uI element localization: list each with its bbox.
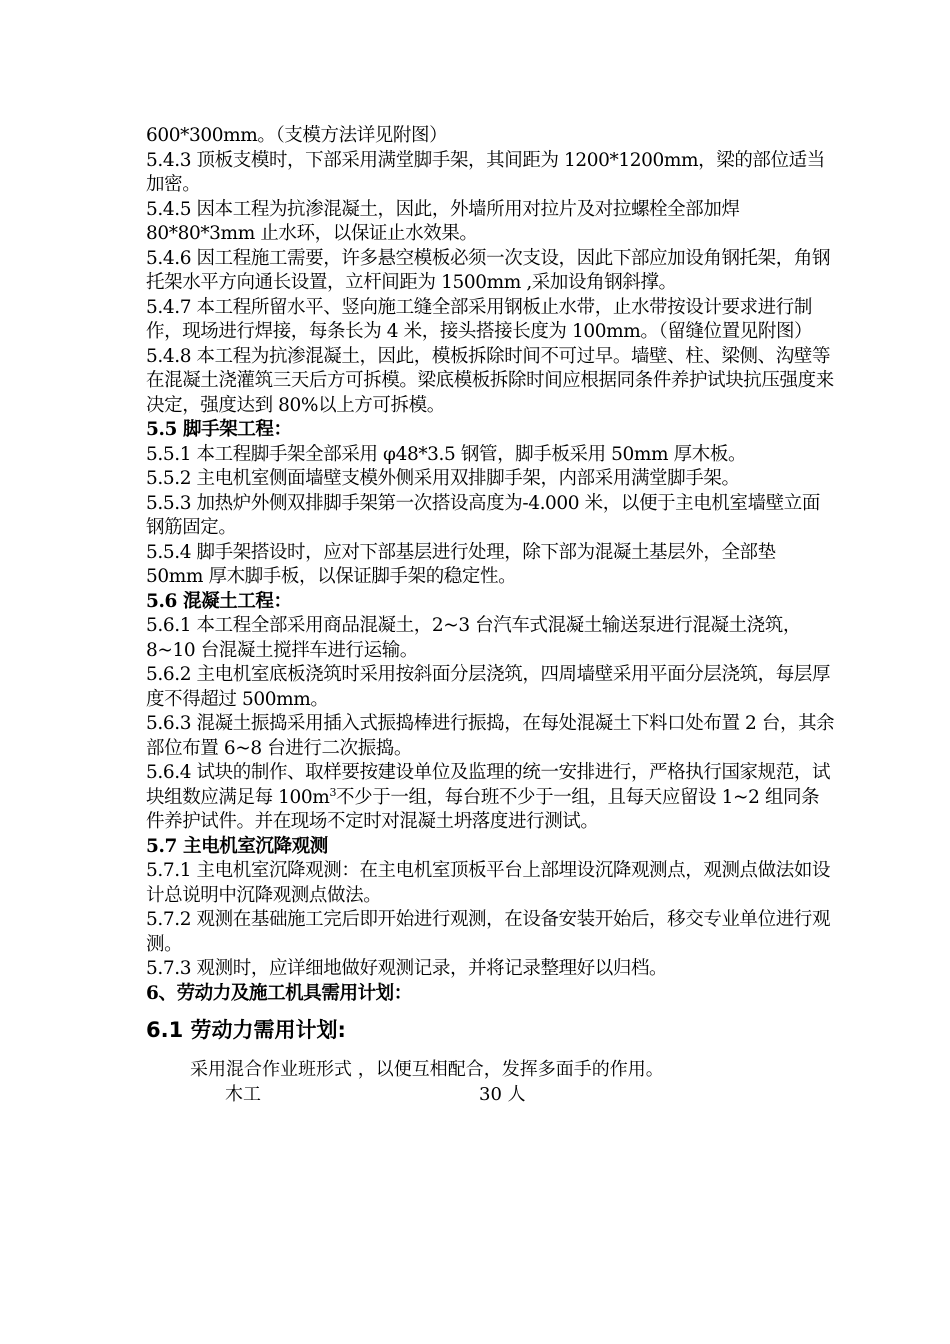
heading-5-7: 5.7 主电机室沉降观测: [146, 835, 328, 857]
labor-role: 木工: [225, 1084, 261, 1105]
superscript-cubic: 3: [329, 785, 337, 799]
heading-5-5: 5.5 脚手架工程：: [146, 419, 292, 440]
paragraph-5-6-4-text-a: 5.6.4 试块的制作、取样要按建设单位及监理的统一安排进行，严格执行国家规范，试块组数应满足每 100m: [146, 762, 831, 808]
paragraph-6-1-intro: 采用混合作业班形式 ，以便互相配合，发挥多面手的作用。: [190, 1059, 664, 1080]
paragraph-5-7-1: 5.7.1 主电机室沉降观测：在主电机室顶板平台上部埋设沉降观测点，观测点做法如设计总说明中沉降观测点做法。: [146, 860, 831, 906]
labor-row: [146, 1083, 836, 1107]
heading-6: 6、劳动力及施工机具需用计划：: [146, 982, 412, 1004]
paragraph-5-4-8: 5.4.8 本工程为抗渗混凝土，因此，模板拆除时间不可过早。墙壁、柱、梁侧、沟壁等在混凝土浇灌筑三天后方可拆模。梁底模板拆除时间应根据同条件养护试块抗压强度来决定，强度达到 80%以上方可拆模。: [146, 345, 834, 416]
paragraph-5-5-1: 5.5.1 本工程脚手架全部采用 φ48*3.5 钢管，脚手板采用 50mm 厚木板。: [146, 443, 747, 465]
paragraph-5-6-2: 5.6.2 主电机室底板浇筑时采用按斜面分层浇筑，四周墙壁采用平面分层浇筑，每层厚度不得超过 500mm。: [146, 664, 831, 710]
paragraph-5-6-4-text-b: 不少于一组，每台班不少于一组，且每天应留设 1~2 组同条件养护试件。并在现场不定时对混凝土坍落度进行测试。: [146, 786, 820, 832]
paragraph-5-7-3: 5.7.3 观测时，应详细地做好观测记录，并将记录整理好以归档。: [146, 958, 668, 979]
paragraph-5-4-7: 5.4.7 本工程所留水平、竖向施工缝全部采用钢板止水带，止水带按设计要求进行制作，现场进行焊接，每条长为 4 米，接头搭接长度为 100mm。（留缝位置见附图）: [146, 296, 813, 342]
labor-count: 30 人: [479, 1084, 526, 1105]
paragraph-5-4-6: 5.4.6 因工程施工需要，许多悬空模板必须一次支设，因此下部应加设角钢托架，角钢托架水平方向通长设置，立杆间距为 1500mm ,采加设角钢斜撑。: [146, 247, 831, 293]
heading-5-6: 5.6 混凝土工程：: [146, 590, 292, 612]
heading-6-1: 6.1 劳动力需用计划:: [146, 1018, 346, 1042]
paragraph-5-6-3: 5.6.3 混凝土振捣采用插入式振捣棒进行振捣，在每处混凝土下料口处布置 2 台，其余部位布置 6~8 台进行二次振捣。: [146, 713, 835, 759]
paragraph-5-5-3: 5.5.3 加热炉外侧双排脚手架第一次搭设高度为-4.000 米，以便于主电机室墙壁立面钢筋固定。: [146, 492, 820, 538]
document-body: [146, 124, 836, 1107]
paragraph-5-5-2: 5.5.2 主电机室侧面墙壁支模外侧采用双排脚手架，内部采用满堂脚手架。: [146, 468, 740, 489]
paragraph-5-4-3: 5.4.3 顶板支模时，下部采用满堂脚手架，其间距为 1200*1200mm，梁的部位适当加密。: [146, 149, 825, 195]
paragraph-5-4-2-cont: 600*300mm。（支模方法详见附图）: [146, 125, 448, 146]
paragraph-5-5-4: 5.5.4 脚手架搭设时，应对下部基层进行处理，除下部为混凝土基层外，全部垫 50mm 厚木脚手板，以保证脚手架的稳定性。: [146, 541, 776, 587]
paragraph-5-6-1: 5.6.1 本工程全部采用商品混凝土，2~3 台汽车式混凝土输送泵进行混凝土浇筑，8~10 台混凝土搅拌车进行运输。: [146, 615, 801, 661]
paragraph-5-6-4: [146, 761, 836, 835]
paragraph-5-7-2: 5.7.2 观测在基础施工完后即开始进行观测，在设备安装开始后，移交专业单位进行观测。: [146, 909, 831, 955]
paragraph-5-4-5: 5.4.5 因本工程为抗渗混凝土，因此，外墙所用对拉片及对拉螺栓全部加焊 80*80*3mm 止水环，以保证止水效果。: [146, 198, 740, 244]
